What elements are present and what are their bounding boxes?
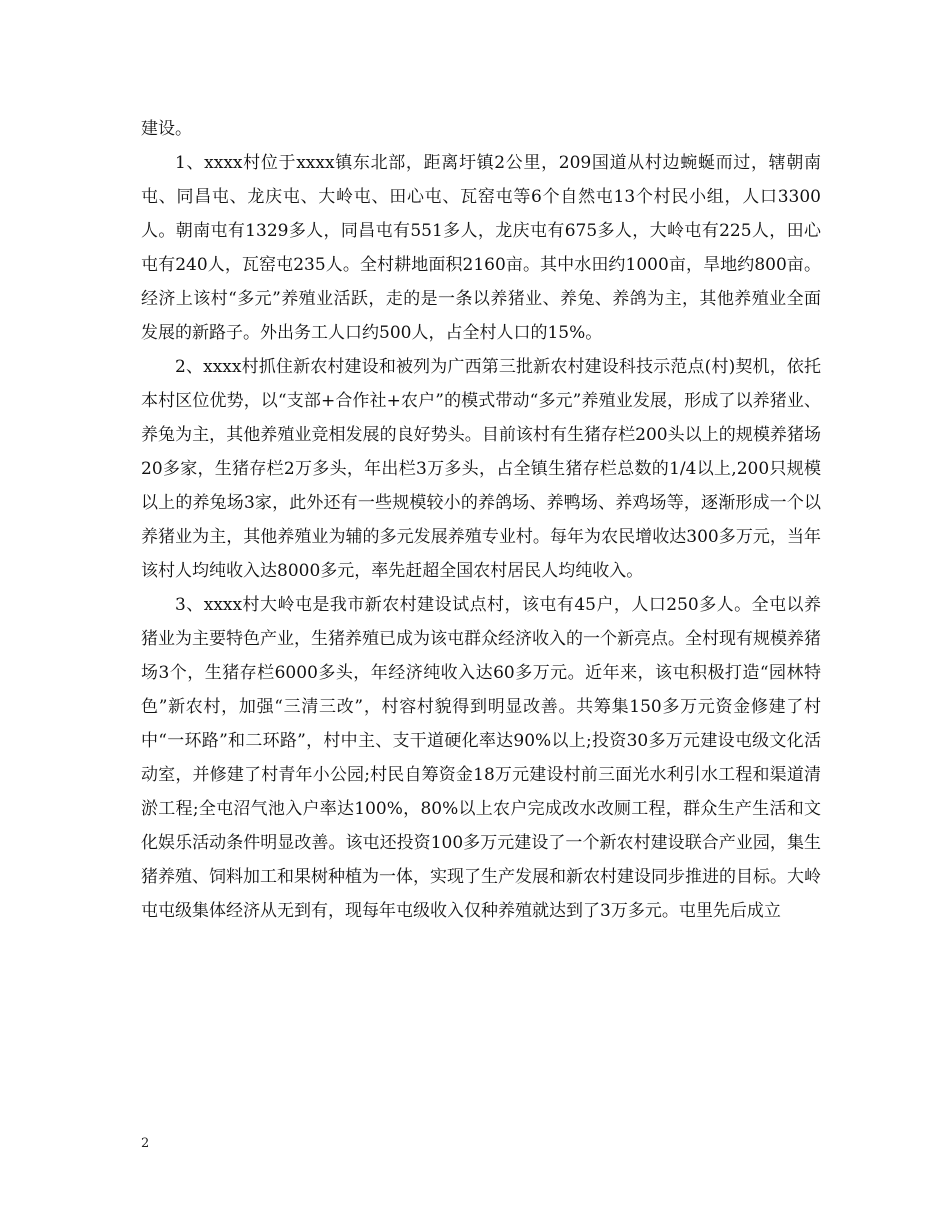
paragraph-daling-pilot: 3、xxxx村大岭屯是我市新农村建设试点村，该屯有45户，人口250多人。全屯以养猪业为主要特色产业，生猪养殖已成为该屯群众经济收入的一个新亮点。全村现有规模养猪场3个，生猪存栏6000多头，年经济纯收入达60多万元。近年来，该屯积极打造“园林特色”新农村，加强“三清三改”，村容村貌得到明显改善。共筹集150多万元资金修建了村中“一环路”和二环路”，村中主、支干道硬化率达90%以上;投资30多万元建设屯级文化活动室，并修建了村青年小公园;村民自筹资金18万元建设村前三面光水利引水工程和渠道清淤工程;全屯沼气池入户率达100%，80%以上农户完成改水改厕工程，群众生产生活和文化娱乐活动条件明显改善。该屯还投资100多万元建设了一个新农村建设联合产业园，集生猪养殖、饲料加工和果树种植为一体，实现了生产发展和新农村建设同步推进的目标。大岭屯屯级集体经济从无到有，现每年屯级收入仅种养殖就达到了3万多元。屯里先后成立 [141, 595, 821, 921]
paragraph-village-overview: 1、xxxx村位于xxxx镇东北部，距离圩镇2公里，209国道从村边蜿蜒而过，辖朝南屯、同昌屯、龙庆屯、大岭屯、田心屯、瓦窑屯等6个自然屯13个村民小组，人口3300人。朝南屯有1329多人，同昌屯有551多人，龙庆屯有675多人，大岭屯有225人，田心屯有240人，瓦窑屯235人。全村耕地面积2160亩。其中水田约1000亩，旱地约800亩。经济上该村“多元”养殖业活跃，走的是一条以养猪业、养兔、养鸽为主，其他养殖业全面发展的新路子。外出务工人口约500人，占全村人口的15%。 [141, 153, 821, 343]
paragraph-continuation: 建设。 [141, 119, 192, 139]
page-number: 2 [141, 1136, 150, 1151]
body-text [141, 112, 821, 928]
paragraph-breeding-industry: 2、xxxx村抓住新农村建设和被列为广西第三批新农村建设科技示范点(村)契机，依托本村区位优势，以“支部+合作社+农户”的模式带动“多元”养殖业发展，形成了以养猪业、养兔为主，其他养殖业竞相发展的良好势头。目前该村有生猪存栏200头以上的规模养猪场20多家，生猪存栏2万多头，年出栏3万多头，占全镇生猪存栏总数的1/4以上,200只规模以上的养兔场3家，此外还有一些规模较小的养鸽场、养鸭场、养鸡场等，逐渐形成一个以养猪业为主，其他养殖业为辅的多元发展养殖专业村。每年为农民增收达300多万元，当年该村人均纯收入达8000多元，率先赶超全国农村居民人均纯收入。 [141, 357, 821, 581]
